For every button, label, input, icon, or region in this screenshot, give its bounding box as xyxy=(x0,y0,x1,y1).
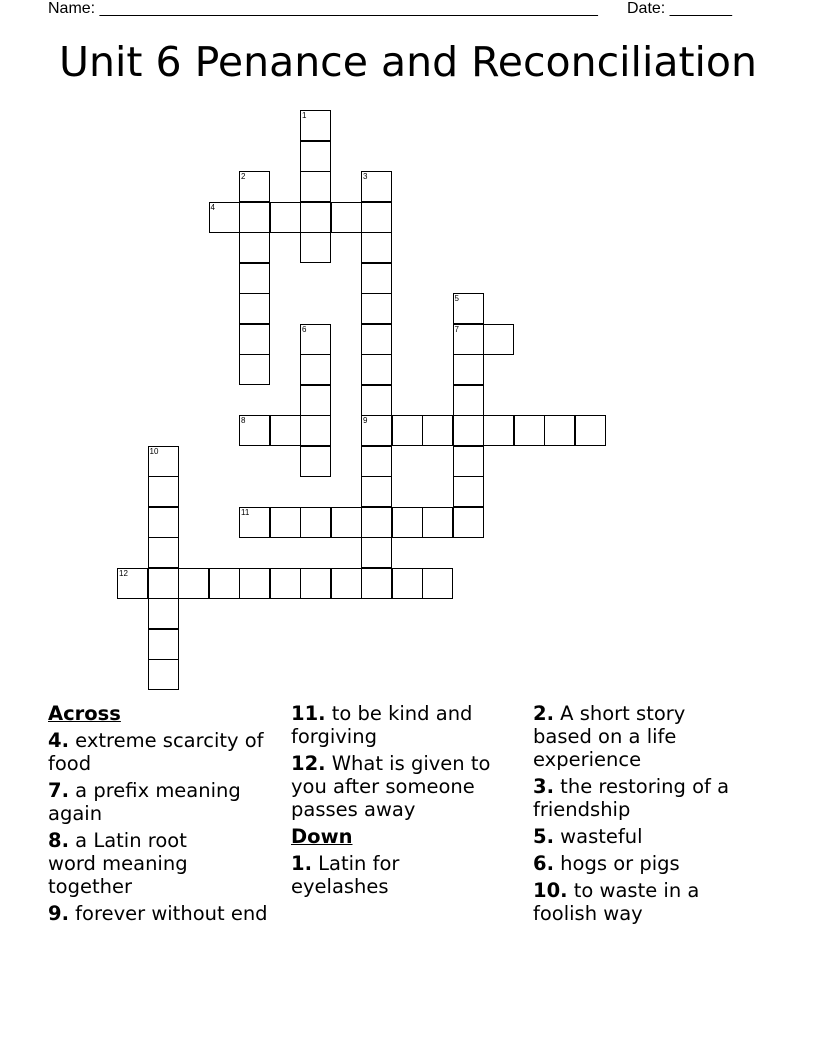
grid-cell[interactable] xyxy=(300,568,331,599)
grid-cell[interactable] xyxy=(239,568,270,599)
grid-cell[interactable] xyxy=(361,202,392,233)
clues-column-3 xyxy=(533,702,763,929)
grid-cell[interactable] xyxy=(453,415,484,446)
grid-cell[interactable] xyxy=(300,385,331,416)
across-heading: Across xyxy=(48,702,121,725)
grid-cell[interactable] xyxy=(361,507,392,538)
grid-cell[interactable] xyxy=(148,568,179,599)
grid-cell[interactable] xyxy=(514,415,545,446)
grid-cell[interactable] xyxy=(361,415,392,446)
grid-cell[interactable] xyxy=(453,507,484,538)
grid-cell[interactable] xyxy=(575,415,606,446)
grid-cell[interactable] xyxy=(300,324,331,355)
grid-cell[interactable] xyxy=(270,568,301,599)
page-title: Unit 6 Penance and Reconciliation xyxy=(58,38,758,86)
clue-down-6: 6. hogs or pigs xyxy=(533,852,680,875)
grid-cell[interactable] xyxy=(209,202,240,233)
clue-across-7: 7. a prefix meaning again xyxy=(48,779,241,825)
grid-cell[interactable] xyxy=(239,354,270,385)
clue-number: 8 xyxy=(241,416,246,425)
clue-down-3: 3. the restoring of a friendship xyxy=(533,775,730,821)
grid-cell[interactable] xyxy=(148,537,179,568)
clue-number: 2 xyxy=(241,172,246,181)
clues-column-2 xyxy=(291,702,521,902)
grid-cell[interactable] xyxy=(300,171,331,202)
grid-cell[interactable] xyxy=(453,446,484,477)
clue-across-12: 12. What is given to you after someone passes away xyxy=(291,752,491,821)
grid-cell[interactable] xyxy=(209,568,240,599)
grid-cell[interactable] xyxy=(300,202,331,233)
grid-cell[interactable] xyxy=(148,507,179,538)
grid-cell[interactable] xyxy=(270,507,301,538)
grid-cell[interactable] xyxy=(392,415,423,446)
clue-number: 3 xyxy=(363,172,368,181)
clue-down-1: 1. Latin for eyelashes xyxy=(291,852,400,898)
grid-cell[interactable] xyxy=(239,293,270,324)
grid-cell[interactable] xyxy=(361,324,392,355)
grid-cell[interactable] xyxy=(331,568,362,599)
grid-cell[interactable] xyxy=(148,659,179,690)
grid-cell[interactable] xyxy=(453,324,484,355)
grid-cell[interactable] xyxy=(331,507,362,538)
grid-cell[interactable] xyxy=(361,476,392,507)
clue-across-9: 9. forever without end xyxy=(48,902,268,925)
clue-number: 6 xyxy=(302,324,307,334)
grid-cell[interactable] xyxy=(361,171,392,202)
grid-cell[interactable] xyxy=(148,598,179,629)
clue-across-11: 11. to be kind and forgiving xyxy=(291,702,473,748)
grid-cell[interactable] xyxy=(331,202,362,233)
grid-cell[interactable] xyxy=(453,476,484,507)
grid-cell[interactable] xyxy=(361,263,392,294)
clue-across-8: 8. a Latin root word meaning together xyxy=(48,829,188,898)
grid-cell[interactable] xyxy=(361,537,392,568)
grid-cell[interactable] xyxy=(453,293,484,324)
grid-cell[interactable] xyxy=(300,507,331,538)
grid-cell[interactable] xyxy=(422,415,453,446)
grid-cell[interactable] xyxy=(300,110,331,141)
grid-cell[interactable] xyxy=(361,568,392,599)
grid-cell[interactable] xyxy=(117,568,148,599)
grid-cell[interactable] xyxy=(239,507,270,538)
grid-cell[interactable] xyxy=(270,415,301,446)
grid-cell[interactable] xyxy=(239,171,270,202)
grid-cell[interactable] xyxy=(239,415,270,446)
grid-cell[interactable] xyxy=(239,202,270,233)
grid-cell[interactable] xyxy=(239,263,270,294)
grid-cell[interactable] xyxy=(239,324,270,355)
clue-across-4: 4. extreme scarcity of food xyxy=(48,729,264,775)
grid-cell[interactable] xyxy=(422,568,453,599)
grid-cell[interactable] xyxy=(361,385,392,416)
grid-cell[interactable] xyxy=(300,232,331,263)
clue-number: 10 xyxy=(149,446,159,456)
grid-cell[interactable] xyxy=(453,354,484,385)
clue-down-2: 2. A short story based on a life experience xyxy=(533,702,686,771)
grid-cell[interactable] xyxy=(392,568,423,599)
grid-cell[interactable] xyxy=(422,507,453,538)
clues-column-1 xyxy=(48,702,278,929)
grid-cell[interactable] xyxy=(361,354,392,385)
grid-cell[interactable] xyxy=(361,232,392,263)
grid-cell[interactable] xyxy=(483,324,514,355)
clue-number: 11 xyxy=(241,507,250,517)
grid-cell[interactable] xyxy=(148,446,179,477)
grid-cell[interactable] xyxy=(148,629,179,660)
grid-cell[interactable] xyxy=(483,415,514,446)
grid-cell[interactable] xyxy=(300,354,331,385)
grid-cell[interactable] xyxy=(178,568,209,599)
name-field[interactable]: Name: ________________________________________________________ xyxy=(48,0,598,17)
clue-number: 5 xyxy=(454,294,459,303)
grid-cell[interactable] xyxy=(361,293,392,324)
date-field[interactable]: Date: _______ xyxy=(627,0,732,17)
clue-down-5: 5. wasteful xyxy=(533,825,643,848)
clue-number: 7 xyxy=(454,324,459,334)
grid-cell[interactable] xyxy=(300,141,331,172)
grid-cell[interactable] xyxy=(392,507,423,538)
grid-cell[interactable] xyxy=(453,385,484,416)
grid-cell[interactable] xyxy=(300,415,331,446)
grid-cell[interactable] xyxy=(300,446,331,477)
grid-cell[interactable] xyxy=(270,202,301,233)
clue-number: 1 xyxy=(302,111,307,120)
clue-number: 9 xyxy=(363,416,368,425)
grid-cell[interactable] xyxy=(544,415,575,446)
clue-number: 12 xyxy=(119,568,128,578)
grid-cell[interactable] xyxy=(361,446,392,477)
clue-number: 4 xyxy=(210,202,215,212)
grid-cell[interactable] xyxy=(148,476,179,507)
down-heading: Down xyxy=(291,825,353,848)
grid-cell[interactable] xyxy=(239,232,270,263)
clue-down-10: 10. to waste in a foolish way xyxy=(533,879,700,925)
